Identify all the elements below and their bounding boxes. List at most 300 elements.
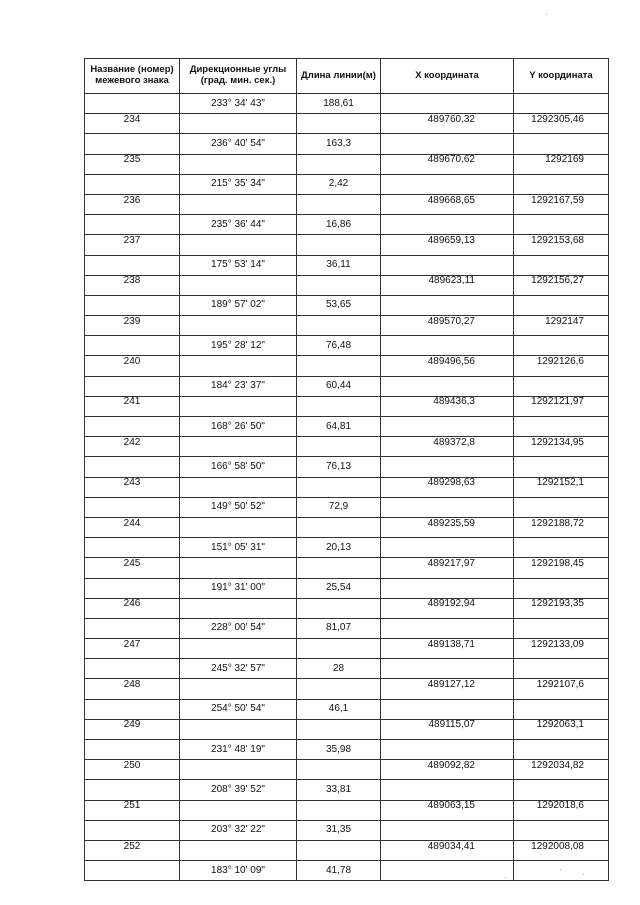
direction-angle-cell-text: 236° 40' 54" <box>211 137 265 149</box>
direction-angle-cell-text: 228° 00' 54" <box>211 622 265 634</box>
x-coordinate-cell <box>381 861 514 881</box>
mark-cell-text: 245 <box>123 557 141 569</box>
direction-angle-cell <box>180 840 297 860</box>
mark-cell-text: 252 <box>123 840 141 852</box>
table-row <box>85 376 609 396</box>
y-coordinate-cell <box>514 517 609 537</box>
y-coordinate-cell-text: 1292134,95 <box>531 436 584 448</box>
mark-cell <box>85 740 180 760</box>
line-length-cell <box>297 659 381 679</box>
y-coordinate-cell-text: 1292153,68 <box>531 234 584 246</box>
direction-angle-cell-text: 245° 32' 57" <box>211 662 265 674</box>
mark-cell-text: 237 <box>123 234 141 246</box>
x-coordinate-cell-text: 489192,94 <box>427 598 475 610</box>
mark-cell <box>85 437 180 457</box>
mark-cell <box>85 598 180 618</box>
table-row <box>85 235 609 255</box>
x-coordinate-cell-text: 489372,8 <box>433 436 475 448</box>
direction-angle-cell <box>180 235 297 255</box>
table-row <box>85 275 609 295</box>
line-length-cell <box>297 719 381 739</box>
line-length-cell <box>297 396 381 416</box>
line-length-cell-text: 35,98 <box>325 743 352 755</box>
line-length-cell-text: 2,42 <box>328 178 349 190</box>
x-coordinate-cell <box>381 114 514 134</box>
table-row <box>85 538 609 558</box>
direction-angle-cell <box>180 114 297 134</box>
x-coordinate-cell <box>381 780 514 800</box>
mark-cell <box>85 316 180 336</box>
table-row <box>85 417 609 437</box>
direction-angle-cell <box>180 275 297 295</box>
y-coordinate-cell-text: 1292034,82 <box>531 759 584 771</box>
line-length-cell <box>297 760 381 780</box>
y-coordinate-cell-text: 1292133,09 <box>531 638 584 650</box>
x-coordinate-cell <box>381 598 514 618</box>
y-coordinate-cell <box>514 275 609 295</box>
direction-angle-cell-text: 233° 34' 43" <box>211 97 265 109</box>
line-length-cell <box>297 235 381 255</box>
line-length-cell-text: 46,1 <box>328 703 349 715</box>
mark-cell <box>85 780 180 800</box>
line-length-cell <box>297 255 381 275</box>
x-coordinate-cell <box>381 235 514 255</box>
line-length-cell <box>297 578 381 598</box>
direction-angle-cell <box>180 538 297 558</box>
mark-cell-text: 249 <box>123 719 141 731</box>
mark-cell <box>85 659 180 679</box>
y-coordinate-cell <box>514 820 609 840</box>
line-length-cell <box>297 800 381 820</box>
y-coordinate-cell <box>514 558 609 578</box>
table-row <box>85 255 609 275</box>
direction-angle-cell <box>180 517 297 537</box>
y-coordinate-cell <box>514 861 609 881</box>
direction-angle-cell <box>180 174 297 194</box>
header-direction-angle: Дирекционные углы (град. мин. сек.) <box>180 59 297 94</box>
y-coordinate-cell <box>514 154 609 174</box>
mark-cell <box>85 578 180 598</box>
x-coordinate-cell-text: 489115,07 <box>428 719 475 731</box>
line-length-cell-text: 76,48 <box>325 339 352 351</box>
line-length-cell <box>297 275 381 295</box>
line-length-cell <box>297 376 381 396</box>
x-coordinate-cell <box>381 659 514 679</box>
direction-angle-cell <box>180 194 297 214</box>
scan-speck <box>560 869 561 870</box>
x-coordinate-cell <box>381 417 514 437</box>
x-coordinate-cell <box>381 457 514 477</box>
line-length-cell <box>297 598 381 618</box>
mark-cell <box>85 134 180 154</box>
table-row <box>85 174 609 194</box>
line-length-cell-text: 81,07 <box>325 622 352 634</box>
table-row <box>85 558 609 578</box>
table-row <box>85 861 609 881</box>
y-coordinate-cell-text: 1292121,97 <box>531 396 584 408</box>
x-coordinate-cell <box>381 154 514 174</box>
mark-cell-text: 234 <box>123 113 141 125</box>
line-length-cell-text: 33,81 <box>325 783 352 795</box>
line-length-cell <box>297 114 381 134</box>
line-length-cell <box>297 194 381 214</box>
direction-angle-cell <box>180 861 297 881</box>
table-row <box>85 215 609 235</box>
y-coordinate-cell <box>514 840 609 860</box>
direction-angle-cell <box>180 376 297 396</box>
y-coordinate-cell <box>514 417 609 437</box>
mark-cell <box>85 336 180 356</box>
y-coordinate-cell <box>514 780 609 800</box>
y-coordinate-cell <box>514 760 609 780</box>
x-coordinate-cell-text: 489127,12 <box>427 679 475 691</box>
mark-cell <box>85 760 180 780</box>
x-coordinate-cell-text: 489668,65 <box>427 194 475 206</box>
direction-angle-cell <box>180 396 297 416</box>
y-coordinate-cell <box>514 659 609 679</box>
table-row <box>85 114 609 134</box>
y-coordinate-cell <box>514 699 609 719</box>
x-coordinate-cell <box>381 639 514 659</box>
table-row <box>85 517 609 537</box>
line-length-cell-text: 64,81 <box>325 420 352 432</box>
x-coordinate-cell <box>381 194 514 214</box>
x-coordinate-cell <box>381 275 514 295</box>
direction-angle-cell <box>180 437 297 457</box>
direction-angle-cell <box>180 618 297 638</box>
x-coordinate-cell <box>381 477 514 497</box>
x-coordinate-cell <box>381 174 514 194</box>
line-length-cell-text: 31,35 <box>325 824 352 836</box>
y-coordinate-cell-text: 1292008,08 <box>531 840 584 852</box>
mark-cell-text: 241 <box>123 396 141 408</box>
direction-angle-cell <box>180 760 297 780</box>
table-row <box>85 719 609 739</box>
header-mark-name: Название (номер) межевого знака <box>85 59 180 94</box>
direction-angle-cell <box>180 699 297 719</box>
mark-cell-text: 250 <box>123 759 141 771</box>
direction-angle-cell <box>180 558 297 578</box>
y-coordinate-cell <box>514 396 609 416</box>
direction-angle-cell <box>180 477 297 497</box>
direction-angle-cell <box>180 154 297 174</box>
line-length-cell <box>297 477 381 497</box>
direction-angle-cell <box>180 255 297 275</box>
x-coordinate-cell-text: 489623,11 <box>428 275 475 287</box>
table-row <box>85 356 609 376</box>
table-row <box>85 194 609 214</box>
mark-cell <box>85 639 180 659</box>
scan-speck <box>546 14 547 15</box>
x-coordinate-cell-text: 489063,15 <box>427 800 475 812</box>
x-coordinate-cell <box>381 376 514 396</box>
mark-cell-text: 235 <box>123 154 141 166</box>
direction-angle-cell-text: 254° 50' 54" <box>211 703 265 715</box>
line-length-cell <box>297 154 381 174</box>
x-coordinate-cell <box>381 295 514 315</box>
x-coordinate-cell <box>381 336 514 356</box>
direction-angle-cell-text: 195° 28' 12" <box>211 339 265 351</box>
mark-cell <box>85 194 180 214</box>
y-coordinate-cell <box>514 719 609 739</box>
mark-cell <box>85 295 180 315</box>
table-row <box>85 598 609 618</box>
x-coordinate-cell <box>381 437 514 457</box>
y-coordinate-cell <box>514 578 609 598</box>
table-row <box>85 457 609 477</box>
mark-cell <box>85 618 180 638</box>
line-length-cell <box>297 840 381 860</box>
line-length-cell <box>297 517 381 537</box>
mark-cell <box>85 235 180 255</box>
direction-angle-cell-text: 166° 58' 50" <box>211 460 265 472</box>
mark-cell <box>85 457 180 477</box>
y-coordinate-cell <box>514 134 609 154</box>
line-length-cell <box>297 457 381 477</box>
x-coordinate-cell <box>381 215 514 235</box>
y-coordinate-cell-text: 1292126,6 <box>536 356 584 368</box>
y-coordinate-cell-text: 1292169 <box>545 154 584 166</box>
y-coordinate-cell <box>514 497 609 517</box>
direction-angle-cell-text: 235° 36' 44" <box>211 218 265 230</box>
table-row <box>85 134 609 154</box>
line-length-cell <box>297 861 381 881</box>
y-coordinate-cell <box>514 336 609 356</box>
x-coordinate-cell <box>381 719 514 739</box>
line-length-cell-text: 36,11 <box>326 259 351 271</box>
line-length-cell-text: 188,61 <box>323 97 354 109</box>
direction-angle-cell <box>180 295 297 315</box>
mark-cell <box>85 861 180 881</box>
y-coordinate-cell <box>514 457 609 477</box>
header-y-coordinate: Y координата <box>514 59 609 94</box>
direction-angle-cell <box>180 336 297 356</box>
line-length-cell <box>297 639 381 659</box>
line-length-cell <box>297 558 381 578</box>
mark-cell-text: 243 <box>123 477 141 489</box>
x-coordinate-cell-text: 489138,71 <box>427 638 475 650</box>
line-length-cell <box>297 94 381 114</box>
mark-cell <box>85 275 180 295</box>
y-coordinate-cell-text: 1292156,27 <box>531 275 584 287</box>
direction-angle-cell <box>180 659 297 679</box>
table-header <box>85 59 609 94</box>
line-length-cell <box>297 497 381 517</box>
mark-cell-text: 240 <box>123 356 141 368</box>
x-coordinate-cell <box>381 800 514 820</box>
mark-cell-text: 246 <box>123 598 141 610</box>
table-row <box>85 497 609 517</box>
line-length-cell <box>297 295 381 315</box>
mark-cell-text: 244 <box>123 517 141 529</box>
direction-angle-cell <box>180 679 297 699</box>
table-row <box>85 639 609 659</box>
direction-angle-cell-text: 208° 39' 52" <box>211 783 265 795</box>
y-coordinate-cell-text: 1292152,1 <box>536 477 584 489</box>
mark-cell <box>85 820 180 840</box>
mark-cell-text: 236 <box>123 194 141 206</box>
mark-cell <box>85 538 180 558</box>
direction-angle-cell <box>180 316 297 336</box>
y-coordinate-cell <box>514 295 609 315</box>
x-coordinate-cell <box>381 820 514 840</box>
x-coordinate-cell <box>381 840 514 860</box>
table-row <box>85 154 609 174</box>
table-row <box>85 618 609 638</box>
line-length-cell <box>297 356 381 376</box>
x-coordinate-cell <box>381 679 514 699</box>
mark-cell-text: 248 <box>123 679 141 691</box>
direction-angle-cell-text: 183° 10' 09" <box>211 864 265 876</box>
line-length-cell <box>297 679 381 699</box>
direction-angle-cell <box>180 719 297 739</box>
mark-cell <box>85 699 180 719</box>
mark-cell-text: 242 <box>123 436 141 448</box>
table-row <box>85 699 609 719</box>
table-row <box>85 840 609 860</box>
mark-cell-text: 247 <box>123 638 141 650</box>
line-length-cell-text: 76,13 <box>325 460 352 472</box>
x-coordinate-cell-text: 489217,97 <box>427 557 475 569</box>
x-coordinate-cell <box>381 578 514 598</box>
table-row <box>85 94 609 114</box>
direction-angle-cell-text: 231° 48' 19" <box>211 743 265 755</box>
x-coordinate-cell <box>381 134 514 154</box>
y-coordinate-cell-text: 1292167,59 <box>531 194 584 206</box>
direction-angle-cell <box>180 578 297 598</box>
y-coordinate-cell <box>514 679 609 699</box>
x-coordinate-cell-text: 489298,63 <box>427 477 475 489</box>
direction-angle-cell <box>180 457 297 477</box>
header-line-length: Длина линии(м) <box>297 59 381 94</box>
x-coordinate-cell <box>381 618 514 638</box>
y-coordinate-cell-text: 1292063,1 <box>536 719 584 731</box>
table-body <box>85 94 609 881</box>
line-length-cell-text: 72,9 <box>328 501 349 513</box>
line-length-cell <box>297 618 381 638</box>
mark-cell <box>85 719 180 739</box>
mark-cell <box>85 679 180 699</box>
coordinates-table-container <box>84 58 609 881</box>
x-coordinate-cell-text: 489760,32 <box>427 113 475 125</box>
y-coordinate-cell <box>514 114 609 134</box>
direction-angle-cell-text: 191° 31' 00" <box>211 582 265 594</box>
table-row <box>85 578 609 598</box>
y-coordinate-cell <box>514 376 609 396</box>
x-coordinate-cell <box>381 396 514 416</box>
mark-cell-text: 251 <box>123 800 141 812</box>
x-coordinate-cell <box>381 538 514 558</box>
header-x-coordinate: X координата <box>381 59 514 94</box>
x-coordinate-cell <box>381 497 514 517</box>
mark-cell <box>85 94 180 114</box>
x-coordinate-cell <box>381 517 514 537</box>
direction-angle-cell-text: 203° 32' 22" <box>211 824 265 836</box>
line-length-cell <box>297 820 381 840</box>
x-coordinate-cell <box>381 699 514 719</box>
x-coordinate-cell <box>381 316 514 336</box>
direction-angle-cell-text: 175° 53' 14" <box>211 259 265 271</box>
scan-speck <box>505 877 506 878</box>
table-row <box>85 740 609 760</box>
x-coordinate-cell-text: 489235,59 <box>427 517 475 529</box>
direction-angle-cell-text: 149° 50' 52" <box>211 501 265 513</box>
direction-angle-cell <box>180 417 297 437</box>
x-coordinate-cell <box>381 558 514 578</box>
y-coordinate-cell <box>514 740 609 760</box>
x-coordinate-cell-text: 489670,62 <box>427 154 475 166</box>
mark-cell-text: 239 <box>123 315 141 327</box>
scan-speck <box>583 874 584 875</box>
line-length-cell <box>297 538 381 558</box>
line-length-cell <box>297 780 381 800</box>
line-length-cell-text: 28 <box>332 662 345 674</box>
direction-angle-cell <box>180 215 297 235</box>
table-row <box>85 780 609 800</box>
direction-angle-cell <box>180 780 297 800</box>
y-coordinate-cell <box>514 215 609 235</box>
mark-cell <box>85 215 180 235</box>
y-coordinate-cell <box>514 618 609 638</box>
y-coordinate-cell-text: 1292188,72 <box>531 517 584 529</box>
y-coordinate-cell <box>514 316 609 336</box>
direction-angle-cell-text: 184° 23' 37" <box>211 380 265 392</box>
line-length-cell <box>297 417 381 437</box>
y-coordinate-cell-text: 1292198,45 <box>531 557 584 569</box>
y-coordinate-cell <box>514 800 609 820</box>
direction-angle-cell-text: 168° 26' 50" <box>211 420 265 432</box>
x-coordinate-cell-text: 489659,13 <box>427 234 475 246</box>
x-coordinate-cell <box>381 356 514 376</box>
line-length-cell <box>297 699 381 719</box>
mark-cell <box>85 417 180 437</box>
y-coordinate-cell <box>514 477 609 497</box>
x-coordinate-cell <box>381 740 514 760</box>
y-coordinate-cell <box>514 174 609 194</box>
mark-cell <box>85 497 180 517</box>
direction-angle-cell <box>180 598 297 618</box>
table-row <box>85 336 609 356</box>
mark-cell <box>85 840 180 860</box>
x-coordinate-cell-text: 489496,56 <box>427 356 475 368</box>
direction-angle-cell <box>180 94 297 114</box>
y-coordinate-cell-text: 1292193,35 <box>531 598 584 610</box>
table-row <box>85 477 609 497</box>
x-coordinate-cell <box>381 255 514 275</box>
line-length-cell-text: 60,44 <box>325 380 352 392</box>
mark-cell <box>85 800 180 820</box>
line-length-cell <box>297 740 381 760</box>
mark-cell-text: 238 <box>123 275 141 287</box>
line-length-cell-text: 41,78 <box>325 864 352 876</box>
mark-cell <box>85 517 180 537</box>
table-row <box>85 316 609 336</box>
mark-cell <box>85 174 180 194</box>
table-row <box>85 659 609 679</box>
line-length-cell <box>297 134 381 154</box>
mark-cell <box>85 255 180 275</box>
table-row <box>85 800 609 820</box>
table-row <box>85 437 609 457</box>
y-coordinate-cell <box>514 235 609 255</box>
line-length-cell-text: 20,13 <box>325 541 352 553</box>
direction-angle-cell <box>180 356 297 376</box>
y-coordinate-cell-text: 1292305,46 <box>531 113 584 125</box>
y-coordinate-cell <box>514 194 609 214</box>
mark-cell <box>85 154 180 174</box>
direction-angle-cell-text: 151° 05' 31" <box>211 541 265 553</box>
table-row <box>85 396 609 416</box>
